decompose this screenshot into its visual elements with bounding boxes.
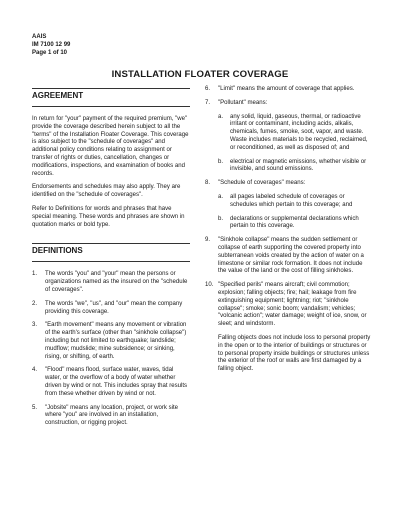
definition-text: "Pollutant" means: bbox=[218, 99, 268, 106]
definition-8b bbox=[218, 216, 371, 232]
subitem-text: electrical or magnetic emissions, whether visible or invisible, and sound emissions. bbox=[230, 158, 367, 173]
definition-number: 10. bbox=[205, 282, 214, 289]
definition-6 bbox=[205, 86, 371, 94]
definitions-heading: DEFINITIONS bbox=[32, 243, 190, 262]
subitem-letter: b. bbox=[218, 158, 224, 165]
definition-text: "Sinkhole collapse" means the sudden settlement or collapse of earth supporting the covered property into subterranean voids created by the action of water on a limestone or similar rock formation. It does not include the value of the land or the cost of filling sinkholes. bbox=[218, 237, 364, 275]
definition-10-note: Falling objects does not include loss to personal property in the open or to the interior of buildings or structures or to personal property inside buildings or structures unless the exterior of the roof or walls are first damaged by a falling object. bbox=[218, 334, 371, 373]
definition-number: 3. bbox=[32, 322, 38, 329]
document-title: INSTALLATION FLOATER COVERAGE bbox=[111, 69, 289, 80]
agreement-paragraph-3: Refer to Definitions for words and phrases that have special meaning. These words and phrases are shown in quotation marks or bold type. bbox=[32, 205, 185, 228]
definition-number: 9. bbox=[205, 237, 211, 244]
definition-5 bbox=[32, 405, 190, 428]
definition-text: "Schedule of coverages" means: bbox=[218, 180, 306, 187]
subitem-text: any solid, liquid, gaseous, thermal, or radioactive irritant or contaminant, including acids, alkalis, chemicals, fumes, smoke, soot, vapor, and waste. Waste includes materials to be recycled, reclaimed, or reconditioned, as well as disposed of; and bbox=[230, 113, 368, 151]
page-number: Page 1 of 10 bbox=[32, 50, 68, 56]
subitem-letter: a. bbox=[218, 113, 224, 120]
definition-number: 1. bbox=[32, 271, 38, 278]
definition-4 bbox=[32, 367, 190, 398]
subitem-text: all pages labeled schedule of coverages or schedules which pertain to this coverage; and bbox=[230, 193, 353, 208]
definition-9 bbox=[205, 237, 371, 276]
subitem-letter: b. bbox=[218, 215, 224, 222]
definition-text: "Jobsite" means any location, project, or work site where "you" are involved in an installation, construction, or rigging project. bbox=[45, 404, 179, 427]
definition-text: "Limit" means the amount of coverage that applies. bbox=[218, 86, 355, 92]
definition-number: 4. bbox=[32, 367, 38, 374]
subitem-text: declarations or supplemental declarations which pertain to this coverage. bbox=[230, 215, 359, 230]
definition-8 bbox=[205, 180, 371, 188]
definition-3 bbox=[32, 322, 190, 361]
definition-number: 8. bbox=[205, 180, 211, 187]
definition-text: "Earth movement" means any movement or vibration of the earth's surface (other than "sinkhole collapse") including but not limited to earthquake; landslide; mudflow; mudslide; mine subsidence; or sinking, rising, or shifting, of earth. bbox=[45, 322, 187, 360]
definition-2 bbox=[32, 301, 190, 317]
definition-8a bbox=[218, 194, 371, 210]
agreement-paragraph-2: Endorsements and schedules may also apply. They are identified on the "schedule of coverages". bbox=[32, 184, 181, 199]
left-column bbox=[32, 88, 190, 428]
definition-text: "Flood" means flood, surface water, waves, tidal water, or the overflow of a body of water whether driven by wind or not. This includes spray that results from these whether driven by wind or not. bbox=[45, 367, 188, 397]
form-publisher: AAIS bbox=[32, 34, 47, 40]
definition-7b bbox=[218, 159, 371, 175]
definition-number: 2. bbox=[32, 300, 38, 307]
definition-text: The words "you" and "your" mean the persons or organizations named as the insured on the "schedule of coverages". bbox=[45, 271, 188, 293]
definition-text: The words "we", "us", and "our" mean the company providing this coverage. bbox=[45, 300, 183, 315]
definition-10 bbox=[205, 282, 371, 329]
agreement-paragraph-1: In return for "your" payment of the required premium, "we" provide the coverage described herein subject to all the "terms" of the Installation Floater Coverage. This coverage is also subject to the "schedule of coverages" and additional policy conditions relating to assignment or transfer of rights or duties, cancellation, changes or modifications, inspections, and examination of books and records. bbox=[32, 116, 189, 177]
agreement-heading: AGREEMENT bbox=[32, 88, 190, 107]
definition-7a bbox=[218, 114, 371, 153]
definition-1 bbox=[32, 271, 190, 294]
definition-number: 5. bbox=[32, 404, 38, 411]
document-header bbox=[32, 33, 70, 57]
definition-number: 6. bbox=[205, 86, 211, 92]
right-column bbox=[205, 86, 371, 374]
definition-text: "Specified perils" means aircraft; civil commotion; explosion; falling objects; fire; hail; leakage from fire extinguishing equipment; lightning; riot; "sinkhole collapse"; smoke; sonic boom; vandalism; vehicles; "volcanic action"; water damage; weight of ice, snow, or sleet; and windstorm. bbox=[218, 282, 367, 328]
definition-number: 7. bbox=[205, 99, 211, 106]
definition-7 bbox=[205, 100, 371, 108]
form-number: IM 7100 12 99 bbox=[32, 42, 71, 48]
subitem-letter: a. bbox=[218, 193, 224, 200]
